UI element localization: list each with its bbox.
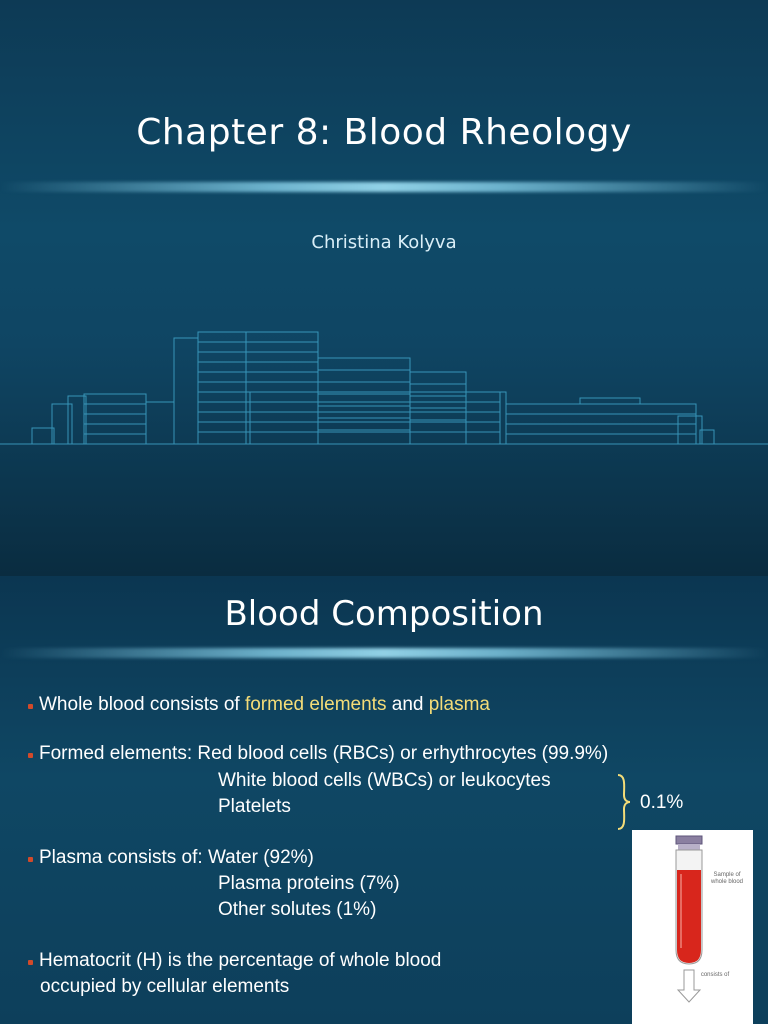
building-skyline-illustration: [0, 320, 768, 460]
sample-label: Sample of whole blood: [710, 872, 744, 885]
bullet-formed-elements: Formed elements: Red blood cells (RBCs) or erhythrocytes (99.9%): [39, 743, 609, 764]
bullet-marker: [28, 753, 33, 758]
test-tube-icon: [632, 830, 753, 1024]
bullet-marker: [28, 704, 33, 709]
bullet-hematocrit-cont: occupied by cellular elements: [40, 976, 290, 997]
slide-heading: Blood Composition: [224, 594, 544, 634]
bullet-marker: [28, 857, 33, 862]
bullet-text: Whole blood consists of: [39, 694, 245, 715]
formed-elements-platelets: Platelets: [218, 796, 291, 817]
highlight-formed-elements: formed elements: [244, 694, 387, 715]
formed-elements-wbc: White blood cells (WBCs) or leukocytes: [218, 770, 551, 791]
bullet-text: and: [386, 694, 429, 715]
author-name: Christina Kolyva: [311, 232, 457, 253]
bullet-marker: [28, 960, 33, 965]
bullet-plasma-consists: Plasma consists of: Water (92%): [39, 847, 314, 868]
slide-blood-composition: [0, 576, 768, 1024]
bullet-whole-blood: [39, 694, 490, 716]
slide-title-heading: Chapter 8: Blood Rheology: [136, 112, 632, 153]
plasma-proteins: Plasma proteins (7%): [218, 873, 400, 894]
plasma-other-solutes: Other solutes (1%): [218, 899, 377, 920]
group-brace: [614, 773, 636, 831]
heading-divider: [0, 648, 768, 658]
blood-sample-figure: [632, 830, 753, 1024]
title-divider: [0, 182, 768, 192]
highlight-plasma: plasma: [428, 694, 490, 715]
consists-label: consists of: [700, 972, 730, 978]
bullet-hematocrit: Hematocrit (H) is the percentage of whole blood: [39, 950, 442, 971]
group-percentage: 0.1%: [640, 792, 684, 813]
